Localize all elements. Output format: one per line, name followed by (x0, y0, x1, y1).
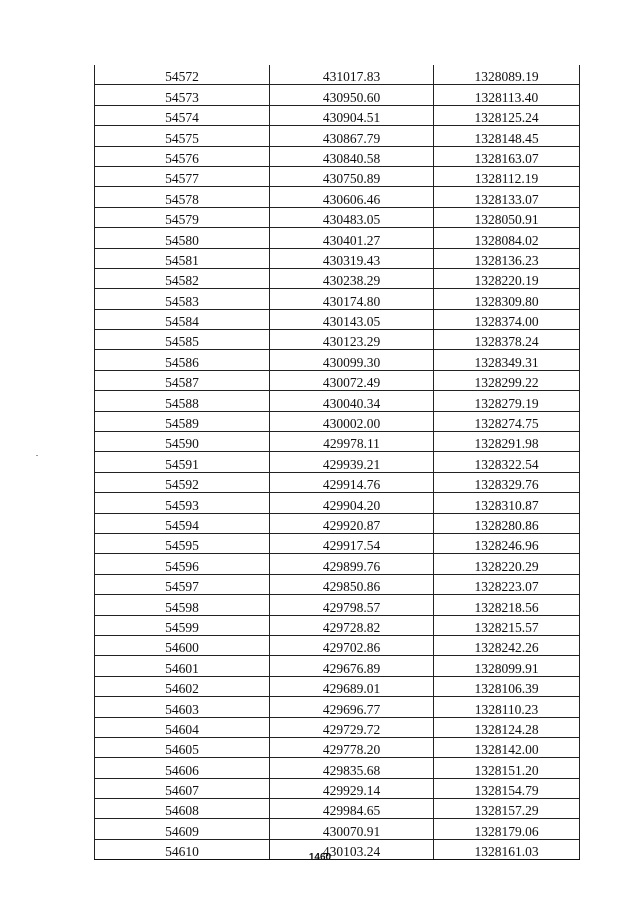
coordinate-table (94, 65, 580, 860)
table-row (95, 187, 580, 207)
y-coordinate-cell: 1328242.26 (434, 635, 580, 655)
point-id-cell: 54610 (95, 839, 270, 859)
table-row (95, 350, 580, 370)
y-coordinate-cell: 1328291.98 (434, 432, 580, 452)
x-coordinate-cell: 430123.29 (270, 330, 434, 350)
table-row (95, 615, 580, 635)
table-row (95, 574, 580, 594)
table-row (95, 737, 580, 757)
x-coordinate-cell: 429835.68 (270, 758, 434, 778)
y-coordinate-cell: 1328154.79 (434, 778, 580, 798)
point-id-cell: 54591 (95, 452, 270, 472)
point-id-cell: 54597 (95, 574, 270, 594)
table-row (95, 554, 580, 574)
x-coordinate-cell: 430143.05 (270, 309, 434, 329)
x-coordinate-cell: 429729.72 (270, 717, 434, 737)
x-coordinate-cell: 430072.49 (270, 370, 434, 390)
x-coordinate-cell: 430606.46 (270, 187, 434, 207)
y-coordinate-cell: 1328349.31 (434, 350, 580, 370)
point-id-cell: 54579 (95, 207, 270, 227)
coordinate-table-body (95, 65, 580, 860)
table-row (95, 452, 580, 472)
y-coordinate-cell: 1328246.96 (434, 533, 580, 553)
table-row (95, 778, 580, 798)
y-coordinate-cell: 1328310.87 (434, 493, 580, 513)
x-coordinate-cell: 429984.65 (270, 799, 434, 819)
x-coordinate-cell: 429728.82 (270, 615, 434, 635)
point-id-cell: 54592 (95, 472, 270, 492)
x-coordinate-cell: 429920.87 (270, 513, 434, 533)
table-row (95, 207, 580, 227)
table-row (95, 799, 580, 819)
y-coordinate-cell: 1328161.03 (434, 839, 580, 859)
point-id-cell: 54606 (95, 758, 270, 778)
x-coordinate-cell: 429696.77 (270, 697, 434, 717)
x-coordinate-cell: 429939.21 (270, 452, 434, 472)
point-id-cell: 54573 (95, 85, 270, 105)
y-coordinate-cell: 1328151.20 (434, 758, 580, 778)
point-id-cell: 54583 (95, 289, 270, 309)
point-id-cell: 54595 (95, 533, 270, 553)
table-row (95, 146, 580, 166)
x-coordinate-cell: 430238.29 (270, 268, 434, 288)
table-row (95, 472, 580, 492)
x-coordinate-cell: 430099.30 (270, 350, 434, 370)
x-coordinate-cell: 429850.86 (270, 574, 434, 594)
point-id-cell: 54599 (95, 615, 270, 635)
point-id-cell: 54588 (95, 391, 270, 411)
table-row (95, 513, 580, 533)
y-coordinate-cell: 1328329.76 (434, 472, 580, 492)
y-coordinate-cell: 1328279.19 (434, 391, 580, 411)
table-row (95, 370, 580, 390)
y-coordinate-cell: 1328179.06 (434, 819, 580, 839)
y-coordinate-cell: 1328133.07 (434, 187, 580, 207)
y-coordinate-cell: 1328220.29 (434, 554, 580, 574)
y-coordinate-cell: 1328218.56 (434, 595, 580, 615)
x-coordinate-cell: 430904.51 (270, 105, 434, 125)
point-id-cell: 54605 (95, 737, 270, 757)
point-id-cell: 54574 (95, 105, 270, 125)
point-id-cell: 54598 (95, 595, 270, 615)
table-row (95, 676, 580, 696)
table-row (95, 166, 580, 186)
point-id-cell: 54594 (95, 513, 270, 533)
point-id-cell: 54576 (95, 146, 270, 166)
table-row (95, 289, 580, 309)
point-id-cell: 54572 (95, 65, 270, 85)
point-id-cell: 54578 (95, 187, 270, 207)
y-coordinate-cell: 1328148.45 (434, 126, 580, 146)
point-id-cell: 54587 (95, 370, 270, 390)
x-coordinate-cell: 429798.57 (270, 595, 434, 615)
table-row (95, 493, 580, 513)
scan-artifact (36, 455, 38, 456)
y-coordinate-cell: 1328163.07 (434, 146, 580, 166)
table-row (95, 248, 580, 268)
point-id-cell: 54608 (95, 799, 270, 819)
x-coordinate-cell: 430750.89 (270, 166, 434, 186)
x-coordinate-cell: 430483.05 (270, 207, 434, 227)
x-coordinate-cell: 429978.11 (270, 432, 434, 452)
table-row (95, 268, 580, 288)
point-id-cell: 54590 (95, 432, 270, 452)
table-row (95, 697, 580, 717)
y-coordinate-cell: 1328125.24 (434, 105, 580, 125)
y-coordinate-cell: 1328157.29 (434, 799, 580, 819)
y-coordinate-cell: 1328110.23 (434, 697, 580, 717)
x-coordinate-cell: 429702.86 (270, 635, 434, 655)
table-row (95, 309, 580, 329)
y-coordinate-cell: 1328106.39 (434, 676, 580, 696)
y-coordinate-cell: 1328378.24 (434, 330, 580, 350)
point-id-cell: 54580 (95, 228, 270, 248)
table-row (95, 411, 580, 431)
x-coordinate-cell: 429689.01 (270, 676, 434, 696)
y-coordinate-cell: 1328050.91 (434, 207, 580, 227)
table-row (95, 656, 580, 676)
x-coordinate-cell: 430070.91 (270, 819, 434, 839)
table-row (95, 228, 580, 248)
x-coordinate-cell: 430040.34 (270, 391, 434, 411)
point-id-cell: 54607 (95, 778, 270, 798)
x-coordinate-cell: 430867.79 (270, 126, 434, 146)
y-coordinate-cell: 1328309.80 (434, 289, 580, 309)
point-id-cell: 54581 (95, 248, 270, 268)
table-row (95, 330, 580, 350)
y-coordinate-cell: 1328136.23 (434, 248, 580, 268)
point-id-cell: 54586 (95, 350, 270, 370)
x-coordinate-cell: 429917.54 (270, 533, 434, 553)
x-coordinate-cell: 431017.83 (270, 65, 434, 85)
x-coordinate-cell: 430401.27 (270, 228, 434, 248)
y-coordinate-cell: 1328124.28 (434, 717, 580, 737)
y-coordinate-cell: 1328089.19 (434, 65, 580, 85)
point-id-cell: 54585 (95, 330, 270, 350)
y-coordinate-cell: 1328113.40 (434, 85, 580, 105)
x-coordinate-cell: 430950.60 (270, 85, 434, 105)
point-id-cell: 54600 (95, 635, 270, 655)
table-row (95, 635, 580, 655)
table-row (95, 126, 580, 146)
table-row (95, 533, 580, 553)
x-coordinate-cell: 429676.89 (270, 656, 434, 676)
point-id-cell: 54601 (95, 656, 270, 676)
point-id-cell: 54589 (95, 411, 270, 431)
point-id-cell: 54577 (95, 166, 270, 186)
y-coordinate-cell: 1328099.91 (434, 656, 580, 676)
table-row (95, 758, 580, 778)
x-coordinate-cell: 429899.76 (270, 554, 434, 574)
y-coordinate-cell: 1328084.02 (434, 228, 580, 248)
y-coordinate-cell: 1328142.00 (434, 737, 580, 757)
table-row (95, 432, 580, 452)
point-id-cell: 54582 (95, 268, 270, 288)
page-number: 1460 (308, 852, 332, 863)
y-coordinate-cell: 1328299.22 (434, 370, 580, 390)
x-coordinate-cell: 429914.76 (270, 472, 434, 492)
point-id-cell: 54593 (95, 493, 270, 513)
table-row (95, 85, 580, 105)
y-coordinate-cell: 1328215.57 (434, 615, 580, 635)
point-id-cell: 54603 (95, 697, 270, 717)
x-coordinate-cell: 430103.24 (270, 839, 434, 859)
y-coordinate-cell: 1328374.00 (434, 309, 580, 329)
table-row (95, 65, 580, 85)
point-id-cell: 54575 (95, 126, 270, 146)
y-coordinate-cell: 1328280.86 (434, 513, 580, 533)
table-row (95, 819, 580, 839)
y-coordinate-cell: 1328223.07 (434, 574, 580, 594)
table-row (95, 391, 580, 411)
point-id-cell: 54584 (95, 309, 270, 329)
point-id-cell: 54609 (95, 819, 270, 839)
x-coordinate-cell: 429778.20 (270, 737, 434, 757)
table-row (95, 595, 580, 615)
x-coordinate-cell: 429904.20 (270, 493, 434, 513)
point-id-cell: 54596 (95, 554, 270, 574)
y-coordinate-cell: 1328220.19 (434, 268, 580, 288)
y-coordinate-cell: 1328322.54 (434, 452, 580, 472)
point-id-cell: 54602 (95, 676, 270, 696)
y-coordinate-cell: 1328112.19 (434, 166, 580, 186)
x-coordinate-cell: 430840.58 (270, 146, 434, 166)
x-coordinate-cell: 430319.43 (270, 248, 434, 268)
table-row (95, 717, 580, 737)
x-coordinate-cell: 429929.14 (270, 778, 434, 798)
x-coordinate-cell: 430174.80 (270, 289, 434, 309)
y-coordinate-cell: 1328274.75 (434, 411, 580, 431)
table-row (95, 105, 580, 125)
point-id-cell: 54604 (95, 717, 270, 737)
x-coordinate-cell: 430002.00 (270, 411, 434, 431)
